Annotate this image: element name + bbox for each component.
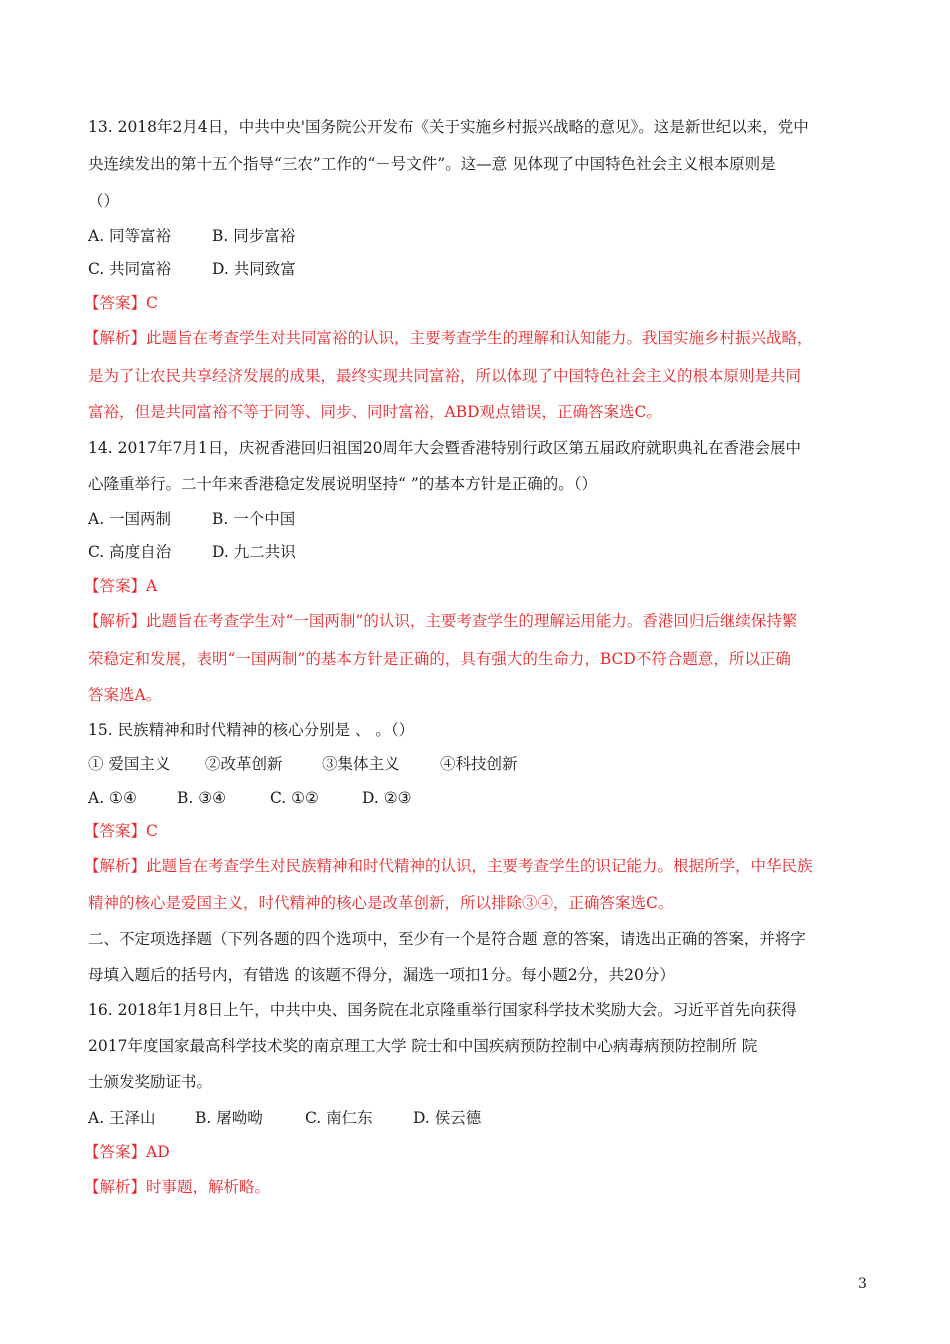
q13-option-c: C. 共同富裕 (88, 260, 172, 278)
q13-option-b: B. 同步富裕 (212, 227, 296, 245)
q15-item-2: ②改革创新 (205, 755, 283, 773)
q13-stem-line-3: （） (88, 192, 120, 210)
q15-item-4: ④科技创新 (440, 755, 518, 773)
page-number: 3 (858, 1276, 867, 1292)
section-2-heading-line-1: 二、不定项选择题（下列各题的四个选项中，至少有一个是符合题 意的答案，请选出正确的答案，并将字 (88, 930, 806, 948)
q15-option-c: C. ①② (270, 789, 319, 807)
q14-analysis-line-2: 荣稳定和发展，表明“一国两制”的基本方针是正确的，具有强大的生命力，BCD不符合题意，所以正确 (88, 650, 791, 668)
q14-option-b: B. 一个中国 (212, 510, 296, 528)
q14-stem-line-2: 心隆重举行。二十年来香港稳定发展说明坚持“ ”的基本方针是正确的。（） (88, 475, 598, 493)
q15-option-d: D. ②③ (362, 789, 412, 807)
q16-stem-line-1: 16. 2018年1月8日上午，中共中央、国务院在北京隆重举行国家科学技术奖励大会。习近平首先向获得 (88, 1001, 797, 1019)
q13-analysis-line-1: 【解析】此题旨在考查学生对共同富裕的认识，主要考查学生的理解和认知能力。我国实施乡村振兴战略， (84, 329, 813, 347)
q16-stem-line-3: 士颁发奖励证书。 (88, 1073, 213, 1091)
q15-item-1: ① 爱国主义 (88, 755, 171, 773)
q13-stem-line-1: 13. 2018年2月4日，中共中央'国务院公开发布《关于实施乡村振兴战略的意见》。这是新世纪以来，党中 (88, 118, 809, 136)
q14-option-c: C. 高度自治 (88, 543, 172, 561)
q16-option-b: B. 屠呦呦 (195, 1109, 263, 1127)
q14-option-a: A. 一国两制 (88, 510, 172, 528)
q13-answer: 【答案】C (84, 294, 158, 312)
q16-option-c: C. 南仁东 (305, 1109, 373, 1127)
section-2-heading-line-2: 母填入题后的括号内，有错选 的该题不得分，漏选一项扣1分。每小题2分，共20分） (88, 966, 675, 984)
q14-analysis-line-3: 答案选A。 (88, 686, 162, 704)
q14-analysis-line-1: 【解析】此题旨在考查学生对“一国两制”的认识，主要考查学生的理解运用能力。香港回归后继续保持繁 (84, 612, 798, 630)
q13-analysis-line-2: 是为了让农民共享经济发展的成果，最终实现共同富裕，所以体现了中国特色社会主义的根本原则是共同 (88, 367, 802, 385)
q13-option-a: A. 同等富裕 (88, 227, 172, 245)
q15-analysis-line-2: 精神的核心是爱国主义，时代精神的核心是改革创新，所以排除③④，正确答案选C。 (88, 894, 674, 912)
q15-item-3: ③集体主义 (322, 755, 400, 773)
q16-analysis: 【解析】时事题，解析略。 (84, 1178, 271, 1196)
q13-analysis-line-3: 富裕，但是共同富裕不等于同等、同步、同时富裕，ABD观点错误，正确答案选C。 (88, 403, 662, 421)
q15-stem: 15. 民族精神和时代精神的核心分别是 、 。（） (88, 721, 415, 739)
q14-option-d: D. 九二共识 (212, 543, 296, 561)
q15-analysis-line-1: 【解析】此题旨在考查学生对民族精神和时代精神的认识，主要考查学生的识记能力。根据所学，中华民族 (84, 857, 813, 875)
q16-option-d: D. 侯云德 (413, 1109, 482, 1127)
q15-answer: 【答案】C (84, 822, 158, 840)
q15-option-a: A. ①④ (88, 789, 137, 807)
q14-stem-line-1: 14. 2017年7月1日，庆祝香港回归祖国20周年大会暨香港特别行政区第五届政府就职典礼在香港会展中 (88, 439, 801, 457)
q13-option-d: D. 共同致富 (212, 260, 296, 278)
q16-stem-line-2: 2017年度国家最高科学技术奖的南京理工大学 院士和中国疾病预防控制中心病毒病预防控制所 院 (88, 1037, 758, 1055)
q16-answer: 【答案】AD (84, 1143, 170, 1161)
q14-answer: 【答案】A (84, 577, 158, 595)
q16-option-a: A. 王泽山 (88, 1109, 156, 1127)
q13-stem-line-2: 央连续发出的第十五个指导“三农”工作的“－号文件”。这—意 见体现了中国特色社会主义根本原则是 (88, 155, 776, 173)
q15-option-b: B. ③④ (177, 789, 227, 807)
